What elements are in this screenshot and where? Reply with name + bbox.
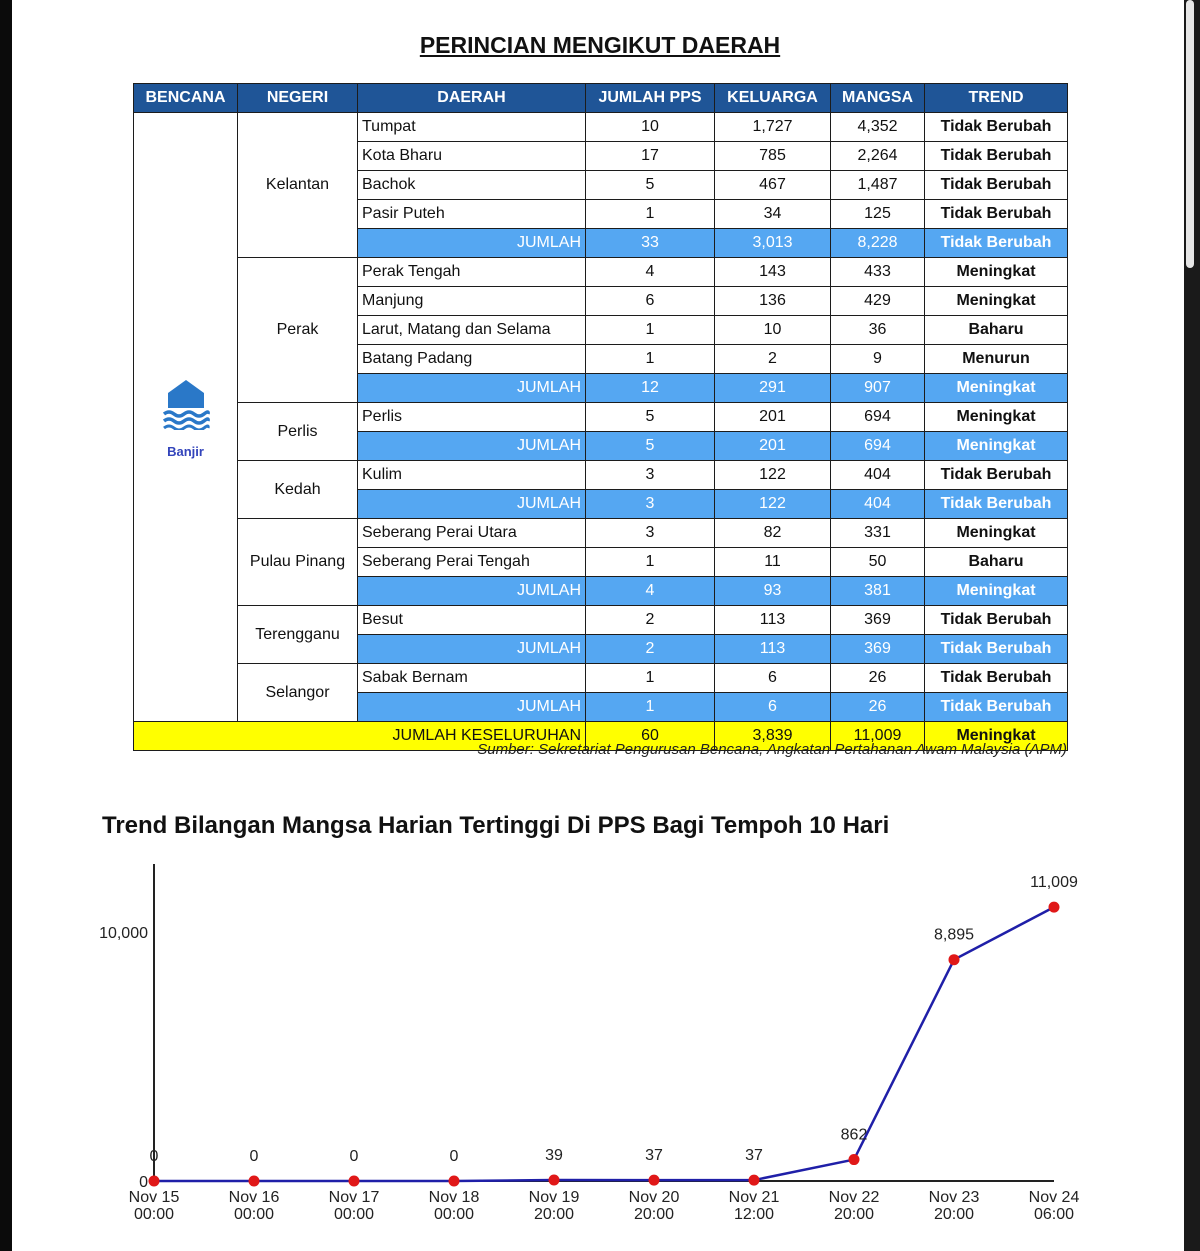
subtotal-label: JUMLAH (358, 693, 586, 722)
data-label: 37 (745, 1147, 763, 1165)
victim-count: 4,352 (831, 113, 925, 142)
pps-count: 1 (586, 200, 715, 229)
family-count: 1,727 (715, 113, 831, 142)
subtotal-trend: Meningkat (925, 577, 1068, 606)
subtotal-pps: 3 (586, 490, 715, 519)
victim-count: 125 (831, 200, 925, 229)
x-tick-date: Nov 19 (528, 1189, 580, 1206)
subtotal-victims: 381 (831, 577, 925, 606)
source-note: Sumber: Sekretariat Pengurusan Bencana, Angkatan Pertahanan Awam Malaysia (APM) (477, 741, 1067, 758)
pps-count: 1 (586, 548, 715, 577)
x-tick-time: 20:00 (933, 1206, 975, 1223)
family-count: 82 (715, 519, 831, 548)
subtotal-victims: 404 (831, 490, 925, 519)
data-label: 37 (645, 1147, 663, 1165)
subtotal-label: JUMLAH (358, 577, 586, 606)
trend-status: Baharu (925, 548, 1068, 577)
trend-status: Meningkat (925, 519, 1068, 548)
subtotal-victims: 907 (831, 374, 925, 403)
grand-total-family: 3,839 (715, 722, 831, 751)
y-tick-label: 0 (139, 1174, 148, 1191)
trend-status: Tidak Berubah (925, 142, 1068, 171)
victim-count: 2,264 (831, 142, 925, 171)
pps-count: 1 (586, 345, 715, 374)
district-name: Sabak Bernam (358, 664, 586, 693)
subtotal-label: JUMLAH (358, 374, 586, 403)
pps-count: 1 (586, 316, 715, 345)
y-tick-label: 10,000 (99, 925, 148, 943)
subtotal-pps: 4 (586, 577, 715, 606)
header-daerah: DAERAH (358, 84, 586, 113)
family-count: 201 (715, 403, 831, 432)
state-name: Pulau Pinang (238, 519, 358, 606)
pps-count: 10 (586, 113, 715, 142)
subtotal-victims: 26 (831, 693, 925, 722)
state-name: Kelantan (238, 113, 358, 258)
family-count: 34 (715, 200, 831, 229)
table-row (134, 519, 1068, 548)
trend-status: Tidak Berubah (925, 113, 1068, 142)
x-tick-time: 00:00 (133, 1206, 175, 1223)
x-tick-date: Nov 21 (728, 1189, 780, 1206)
table-row (134, 461, 1068, 490)
district-detail-table (133, 83, 1068, 751)
grand-total-trend: Meningkat (925, 722, 1068, 751)
pps-count: 3 (586, 461, 715, 490)
x-tick-time: 00:00 (333, 1206, 375, 1223)
data-label: 0 (349, 1148, 359, 1165)
family-count: 6 (715, 664, 831, 693)
victim-count: 26 (831, 664, 925, 693)
header-bencana: BENCANA (134, 84, 238, 113)
trend-status: Meningkat (925, 403, 1068, 432)
table-row (134, 606, 1068, 635)
x-tick-date: Nov 24 (1028, 1189, 1080, 1206)
district-name: Tumpat (358, 113, 586, 142)
x-tick-time: 20:00 (833, 1206, 875, 1223)
subtotal-label: JUMLAH (358, 229, 586, 258)
subtotal-family: 113 (715, 635, 831, 664)
subtotal-victims: 369 (831, 635, 925, 664)
series-line (154, 907, 1054, 1181)
table-row (134, 113, 1068, 142)
data-label: 11,009 (1030, 874, 1078, 892)
table-row (134, 258, 1068, 287)
x-tick-date: Nov 22 (828, 1189, 880, 1206)
family-count: 143 (715, 258, 831, 287)
table-row (134, 664, 1068, 693)
district-name: Kota Bharu (358, 142, 586, 171)
district-name: Seberang Perai Utara (358, 519, 586, 548)
header-keluarga: KELUARGA (715, 84, 831, 113)
subtotal-family: 93 (715, 577, 831, 606)
grand-total-label: JUMLAH KESELURUHAN (134, 722, 586, 751)
data-point (849, 1154, 860, 1165)
x-tick-date: Nov 15 (128, 1189, 180, 1206)
victim-count: 694 (831, 403, 925, 432)
subtotal-label: JUMLAH (358, 490, 586, 519)
subtotal-family: 291 (715, 374, 831, 403)
district-name: Seberang Perai Tengah (358, 548, 586, 577)
x-tick-date: Nov 23 (928, 1189, 980, 1206)
subtotal-family: 3,013 (715, 229, 831, 258)
trend-status: Menurun (925, 345, 1068, 374)
header-trend: TREND (925, 84, 1068, 113)
pps-count: 6 (586, 287, 715, 316)
family-count: 113 (715, 606, 831, 635)
subtotal-trend: Tidak Berubah (925, 693, 1068, 722)
page-title: PERINCIAN MENGIKUT DAERAH (419, 32, 781, 58)
x-tick-time: 00:00 (433, 1206, 475, 1223)
pps-count: 5 (586, 403, 715, 432)
table-header-row (134, 84, 1068, 113)
subtotal-victims: 8,228 (831, 229, 925, 258)
subtotal-family: 122 (715, 490, 831, 519)
x-tick-time: 06:00 (1033, 1206, 1075, 1223)
state-name: Perlis (238, 403, 358, 461)
grand-total-victims: 11,009 (831, 722, 925, 751)
subtotal-family: 6 (715, 693, 831, 722)
grand-total-pps: 60 (586, 722, 715, 751)
subtotal-pps: 33 (586, 229, 715, 258)
trend-status: Tidak Berubah (925, 200, 1068, 229)
data-point (1049, 902, 1060, 913)
table-row (134, 403, 1068, 432)
subtotal-label: JUMLAH (358, 635, 586, 664)
district-name: Bachok (358, 171, 586, 200)
family-count: 785 (715, 142, 831, 171)
state-name: Perak (238, 258, 358, 403)
x-tick-time: 00:00 (233, 1206, 275, 1223)
pps-count: 3 (586, 519, 715, 548)
data-label: 8,895 (933, 926, 975, 944)
trend-status: Meningkat (925, 287, 1068, 316)
x-tick-date: Nov 20 (628, 1189, 680, 1206)
trend-status: Tidak Berubah (925, 664, 1068, 693)
subtotal-family: 201 (715, 432, 831, 461)
victim-count: 9 (831, 345, 925, 374)
bencana-cell (134, 113, 238, 722)
header-negeri: NEGERI (238, 84, 358, 113)
data-point (949, 954, 960, 965)
pps-count: 2 (586, 606, 715, 635)
district-name: Perak Tengah (358, 258, 586, 287)
victim-count: 404 (831, 461, 925, 490)
data-label: 0 (149, 1148, 159, 1165)
pps-count: 4 (586, 258, 715, 287)
family-count: 122 (715, 461, 831, 490)
district-name: Larut, Matang dan Selama (358, 316, 586, 345)
state-name: Selangor (238, 664, 358, 722)
data-label: 0 (449, 1148, 459, 1165)
district-name: Besut (358, 606, 586, 635)
header-jumlah-pps: JUMLAH PPS (586, 84, 715, 113)
subtotal-label: JUMLAH (358, 432, 586, 461)
disaster-type-label: Banjir (167, 443, 204, 459)
x-tick-date: Nov 16 (228, 1189, 280, 1206)
flood-icon (160, 376, 212, 430)
family-count: 10 (715, 316, 831, 345)
data-point (549, 1175, 560, 1186)
pps-count: 1 (586, 664, 715, 693)
district-name: Batang Padang (358, 345, 586, 374)
trend-status: Meningkat (925, 258, 1068, 287)
trend-status: Tidak Berubah (925, 171, 1068, 200)
data-point (449, 1176, 460, 1187)
data-point (249, 1176, 260, 1187)
trend-status: Baharu (925, 316, 1068, 345)
trend-status: Tidak Berubah (925, 461, 1068, 490)
pps-count: 5 (586, 171, 715, 200)
family-count: 467 (715, 171, 831, 200)
district-name: Kulim (358, 461, 586, 490)
family-count: 2 (715, 345, 831, 374)
header-mangsa: MANGSA (831, 84, 925, 113)
trend-status: Tidak Berubah (925, 606, 1068, 635)
subtotal-pps: 12 (586, 374, 715, 403)
data-label: 0 (249, 1148, 259, 1165)
victim-count: 331 (831, 519, 925, 548)
district-name: Pasir Puteh (358, 200, 586, 229)
table-body (134, 113, 1068, 751)
x-tick-time: 20:00 (533, 1206, 575, 1223)
subtotal-trend: Meningkat (925, 374, 1068, 403)
data-label: 862 (840, 1126, 868, 1144)
state-name: Kedah (238, 461, 358, 519)
data-point (149, 1176, 160, 1187)
x-tick-time: 12:00 (733, 1206, 775, 1223)
x-tick-date: Nov 17 (328, 1189, 380, 1206)
victim-count: 1,487 (831, 171, 925, 200)
subtotal-trend: Tidak Berubah (925, 490, 1068, 519)
district-name: Perlis (358, 403, 586, 432)
district-name: Manjung (358, 287, 586, 316)
victim-count: 36 (831, 316, 925, 345)
pps-count: 17 (586, 142, 715, 171)
data-point (649, 1175, 660, 1186)
data-point (349, 1176, 360, 1187)
x-tick-time: 20:00 (633, 1206, 675, 1223)
line-chart (0, 850, 1200, 1230)
data-point (749, 1175, 760, 1186)
data-label: 39 (545, 1147, 563, 1165)
subtotal-trend: Tidak Berubah (925, 229, 1068, 258)
family-count: 136 (715, 287, 831, 316)
subtotal-trend: Tidak Berubah (925, 635, 1068, 664)
victim-count: 433 (831, 258, 925, 287)
chart-title: Trend Bilangan Mangsa Harian Tertinggi Di PPS Bagi Tempoh 10 Hari (102, 812, 890, 839)
family-count: 11 (715, 548, 831, 577)
subtotal-pps: 1 (586, 693, 715, 722)
victim-count: 369 (831, 606, 925, 635)
x-tick-date: Nov 18 (428, 1189, 480, 1206)
state-name: Terengganu (238, 606, 358, 664)
subtotal-pps: 2 (586, 635, 715, 664)
subtotal-victims: 694 (831, 432, 925, 461)
victim-count: 50 (831, 548, 925, 577)
subtotal-pps: 5 (586, 432, 715, 461)
victim-count: 429 (831, 287, 925, 316)
subtotal-trend: Meningkat (925, 432, 1068, 461)
